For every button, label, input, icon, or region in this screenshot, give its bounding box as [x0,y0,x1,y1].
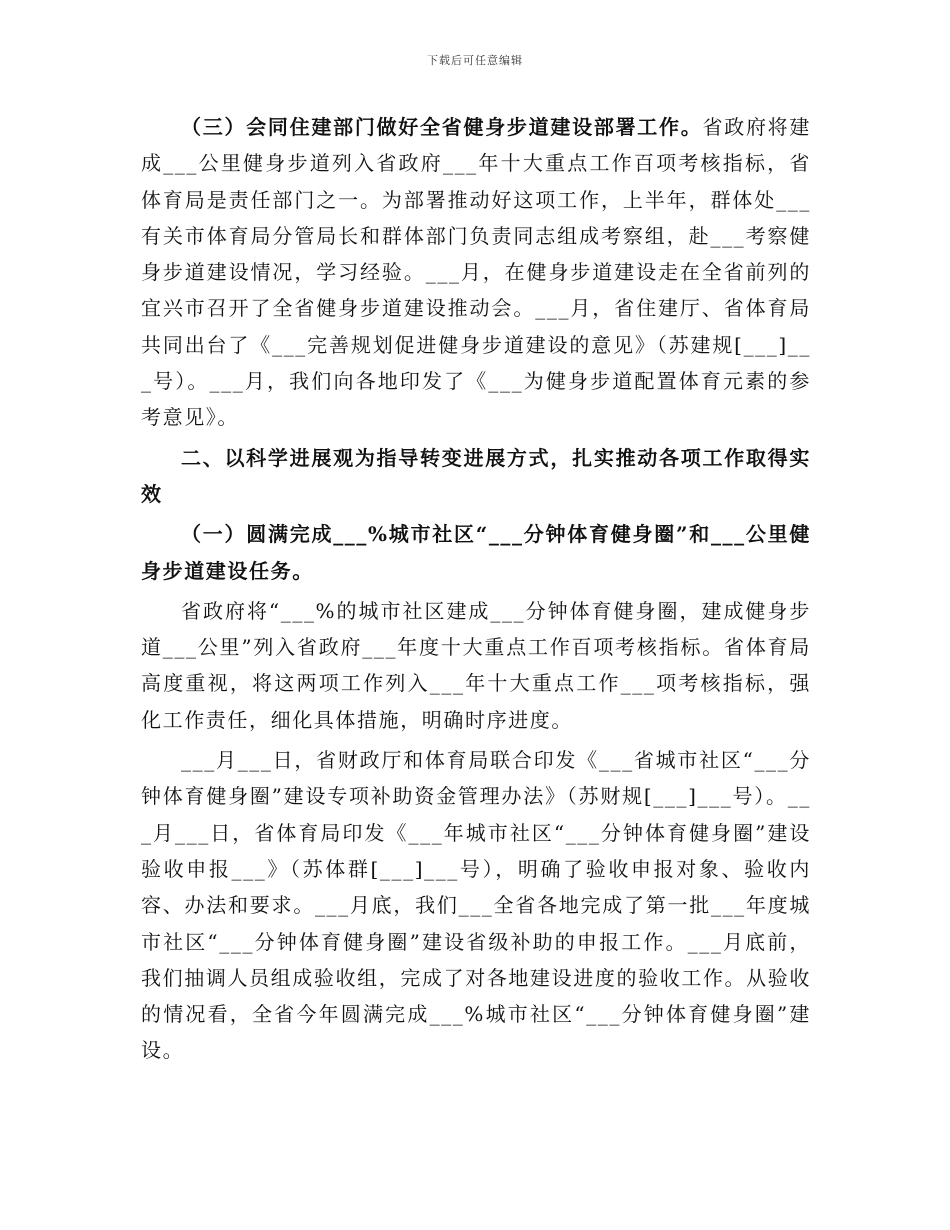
document-body [141,109,811,1069]
chapter-2-heading: 二、以科学进展观为指导转变进展方式，扎实推动各项工作取得实效 [141,445,811,506]
section-3-body: 省政府将建成___公里健身步道列入省政府___年十大重点工作百项考核指标，省体育局是责任部门之一。为部署推动好这项工作，上半年，群体处___有关市体育局分管局长和群体部门负责同志组成考察组，赴___考察健身步道建设情况，学习经验。___月，在健身步道建设走在全省前列的宜兴市召开了全省健身步道建设推动会。___月，省住建厅、省体育局共同出台了《___完善规划促进健身步道建设的意见》（苏建规[___]___号）。___月，我们向各地印发了《___为健身步道配置体育元素的参考意见》。 [141,115,811,430]
paragraph-implementation: ___月___日，省财政厅和体育局联合印发《___省城市社区“___分钟体育健身圈”建设专项补助资金管理办法》（苏财规[___]___号）。___月___日，省体育局印发《___年城市社区“___分钟体育健身圈”建设验收申报___》（苏体群[___]___号），明确了验收申报对象、验收内容、办法和要求。___月底，我们___全省各地完成了第一批___年度城市社区“___分钟体育健身圈”建设省级补助的申报工作。___月底前，我们抽调人员组成验收组，完成了对各地建设进度的验收工作。从验收的情况看，全省今年圆满完成___%城市社区“___分钟体育健身圈”建设。 [141,748,811,1063]
paragraph-provincial-target: 省政府将“___%的城市社区建成___分钟体育健身圈，建成健身步道___公里”列入省政府___年度十大重点工作百项考核指标。省体育局高度重视，将这两项工作列入___年十大重点工作___项考核指标，强化工作责任，细化具体措施，明确时序进度。 [141,598,811,732]
page-header-note: 下载后可任意编辑 [427,54,523,67]
paragraph-section-3 [141,109,811,436]
subsection-1-heading: （一）圆满完成___%城市社区“___分钟体育健身圈”和___公里健身步道建设任务。 [141,522,811,583]
section-3-heading: （三）会同住建部门做好全省健身步道建设部署工作。 [181,115,703,139]
